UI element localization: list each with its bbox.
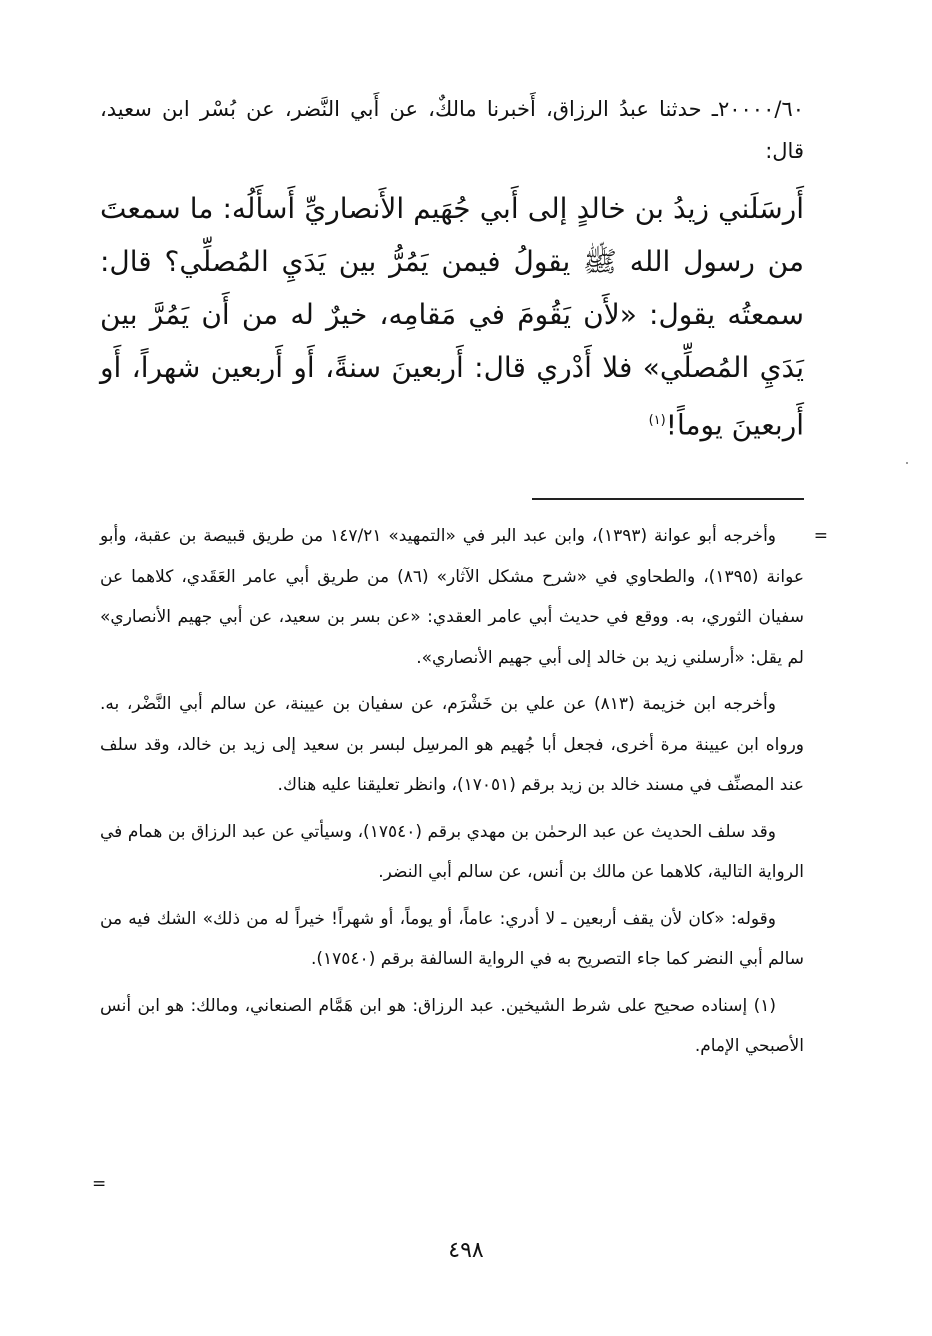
- footnote-continuation-mark-top: =: [813, 526, 828, 546]
- margin-speck: [906, 462, 908, 464]
- footnote-paragraph: وقد سلف الحديث عن عبد الرحمٰن بن مهدي برقم (١٧٥٤٠)، وسيأتي عن عبد الرزاق بن همام في الرواية التالية، كلاهما عن مالك بن أنس، عن سالم أبي النضر.: [100, 821, 804, 882]
- footnote-paragraph: وأخرجه ابن خزيمة (٨١٣) عن علي بن خَشْرَم، عن سفيان بن عيينة، عن سالم أبي النَّضْر، به. ورواه ابن عيينة مرة أخرى، فجعل أبا جُهيم هو المرسِل لبسر بن سعيد إلى زيد بن خالد، وقد سلف عند المصنِّف في مسند خالد بن زيد برقم (١٧٠٥١)، وانظر تعليقنا عليه هناك.: [100, 694, 804, 795]
- footnote-paragraph: وقوله: «كان لأن يقف أربعين ـ لا أدري: عاماً، أو يوماً، أو شهراً! خيراً له من ذلك» الشك فيه من سالم أبي النضر كما جاء التصريح به في الرواية السالفة برقم (١٧٥٤٠).: [100, 908, 804, 969]
- hadith-matn: [100, 182, 804, 451]
- footnote-continuation-mark-bottom: =: [92, 1174, 107, 1194]
- footnote-paragraph: وأخرجه أبو عوانة (١٣٩٣)، وابن عبد البر في «التمهيد» ١٤٧/٢١ من طريق قبيصة بن عقبة، وأبو عوانة (١٣٩٥)، والطحاوي في «شرح مشكل الآثار» (٨٦) من طريق أبي عامر العَقَدي، كلاهما عن سفيان الثوري، به. ووقع في حديث أبي عامر العقدي: «عن بسر بن سعيد، عن أبي جهيم الأنصاري» لم يقل: «أرسلني زيد بن خالد إلى أبي جهيم الأنصاري».: [100, 526, 804, 668]
- hadith-matn-text: أَرسَلَني زيدُ بن خالدٍ إلى أَبي جُهَيم الأَنصاريِّ أَسأَلُه: ما سمعتَ من رسول الله ﷺ يقولُ فيمن يَمُرُّ بين يَدَيِ المُصلِّي؟ قال: سمعتُه يقول: «لأَن يَقُومَ في مَقامِه، خيرٌ له من أَن يَمُرَّ بين يَدَيِ المُصلِّي» فلا أَدْري قال: أَربعينَ سنةً، أَو أَربعين شهراً، أَو أَربعينَ يوماً!: [100, 192, 804, 442]
- hadith-isnad: ٢٠٠٠٠/٦٠ـ حدثنا عبدُ الرزاق، أَخبرنا مالكٌ، عن أَبي النَّضر، عن بُسْر ابن سعيد، قال:: [100, 97, 804, 163]
- footnote-reference: (١): [648, 413, 666, 428]
- footnote-paragraph: (١) إسناده صحيح على شرط الشيخين. عبد الرزاق: هو ابن هَمَّام الصنعاني، ومالك: هو ابن أنس الأصبحي الإمام.: [100, 995, 804, 1056]
- footnote-separator: [532, 498, 804, 500]
- footnotes: [100, 516, 804, 1073]
- hadith-block: [100, 88, 804, 451]
- page-number: ٤٩٨: [448, 1238, 484, 1263]
